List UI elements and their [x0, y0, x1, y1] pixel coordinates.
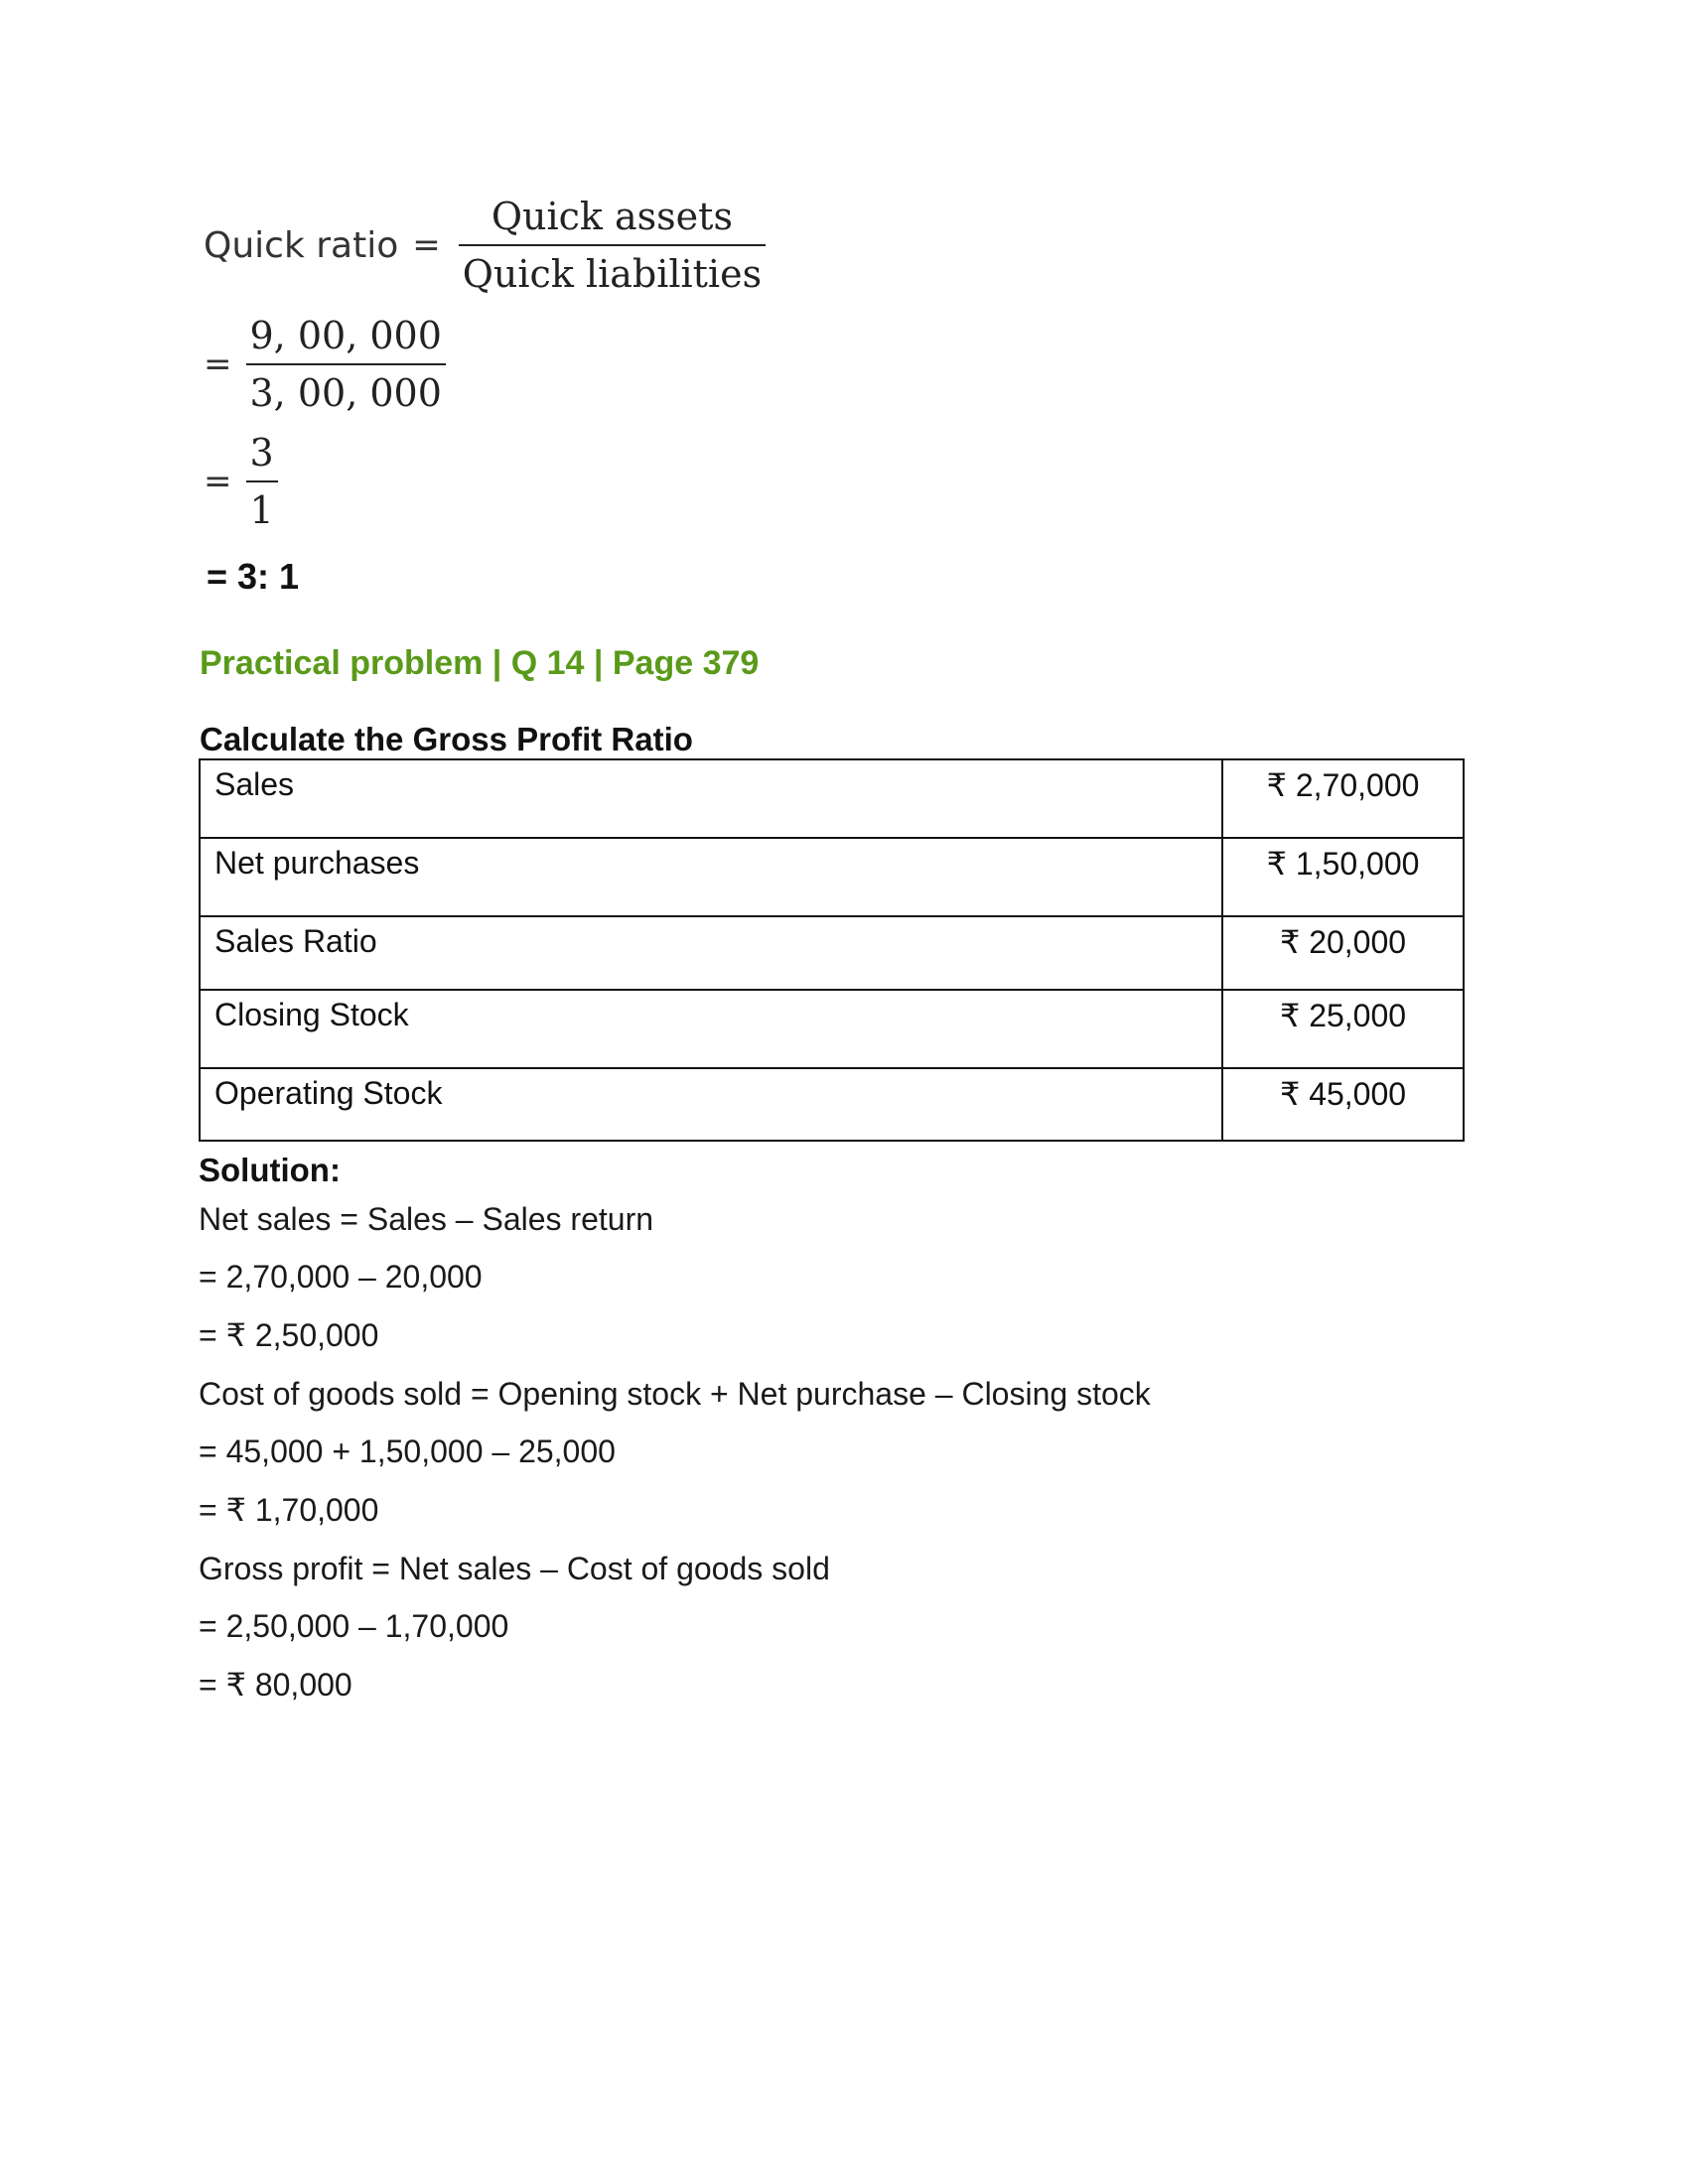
gross-profit-data-table: [199, 758, 1465, 1142]
row-value: ₹ 25,000: [1222, 990, 1464, 1068]
formula-lhs: Quick ratio: [204, 224, 399, 266]
table-row: [200, 759, 1464, 838]
table-row: [200, 916, 1464, 990]
table-row: [200, 1068, 1464, 1141]
formula-numerator: Quick assets: [491, 195, 733, 238]
step-2-numerator: 3: [249, 431, 274, 475]
solution-label: Solution:: [199, 1152, 341, 1188]
table-title: Calculate the Gross Profit Ratio: [200, 721, 693, 757]
row-value: ₹ 1,50,000: [1222, 838, 1464, 916]
row-label: Operating Stock: [200, 1068, 1222, 1141]
step-1-fraction: [246, 308, 446, 421]
solution-line: = 45,000 + 1,50,000 – 25,000: [199, 1433, 616, 1469]
table-row: [200, 838, 1464, 916]
table-row: [200, 990, 1464, 1068]
formula-fraction: [459, 189, 766, 302]
quick-ratio-step-2: [204, 425, 278, 538]
row-label: Net purchases: [200, 838, 1222, 916]
equals-sign: =: [204, 462, 232, 501]
quick-ratio-formula: [204, 189, 766, 302]
equals-sign: =: [204, 344, 232, 384]
solution-line: = ₹ 1,70,000: [199, 1492, 379, 1528]
formula-denominator: Quick liabilities: [462, 252, 763, 296]
solution-line: = ₹ 80,000: [199, 1667, 352, 1703]
step-1-denominator: 3, 00, 000: [249, 371, 442, 415]
solution-line: = ₹ 2,50,000: [199, 1317, 379, 1353]
row-label: Sales Ratio: [200, 916, 1222, 990]
row-value: ₹ 20,000: [1222, 916, 1464, 990]
solution-line: Cost of goods sold = Opening stock + Net purchase – Closing stock: [199, 1376, 1151, 1412]
step-2-fraction: [246, 425, 278, 538]
row-value: ₹ 45,000: [1222, 1068, 1464, 1141]
solution-line: = 2,70,000 – 20,000: [199, 1259, 483, 1295]
equals-sign: =: [412, 225, 441, 265]
row-label: Closing Stock: [200, 990, 1222, 1068]
solution-line: Net sales = Sales – Sales return: [199, 1201, 654, 1237]
row-value: ₹ 2,70,000: [1222, 759, 1464, 838]
solution-line: = 2,50,000 – 1,70,000: [199, 1608, 509, 1644]
quick-ratio-step-1: [204, 308, 446, 421]
quick-ratio-result: = 3: 1: [207, 556, 300, 597]
step-1-numerator: 9, 00, 000: [249, 314, 442, 357]
row-label: Sales: [200, 759, 1222, 838]
solution-line: Gross profit = Net sales – Cost of goods sold: [199, 1551, 830, 1586]
step-2-denominator: 1: [249, 488, 274, 532]
problem-heading: Practical problem | Q 14 | Page 379: [200, 644, 760, 682]
